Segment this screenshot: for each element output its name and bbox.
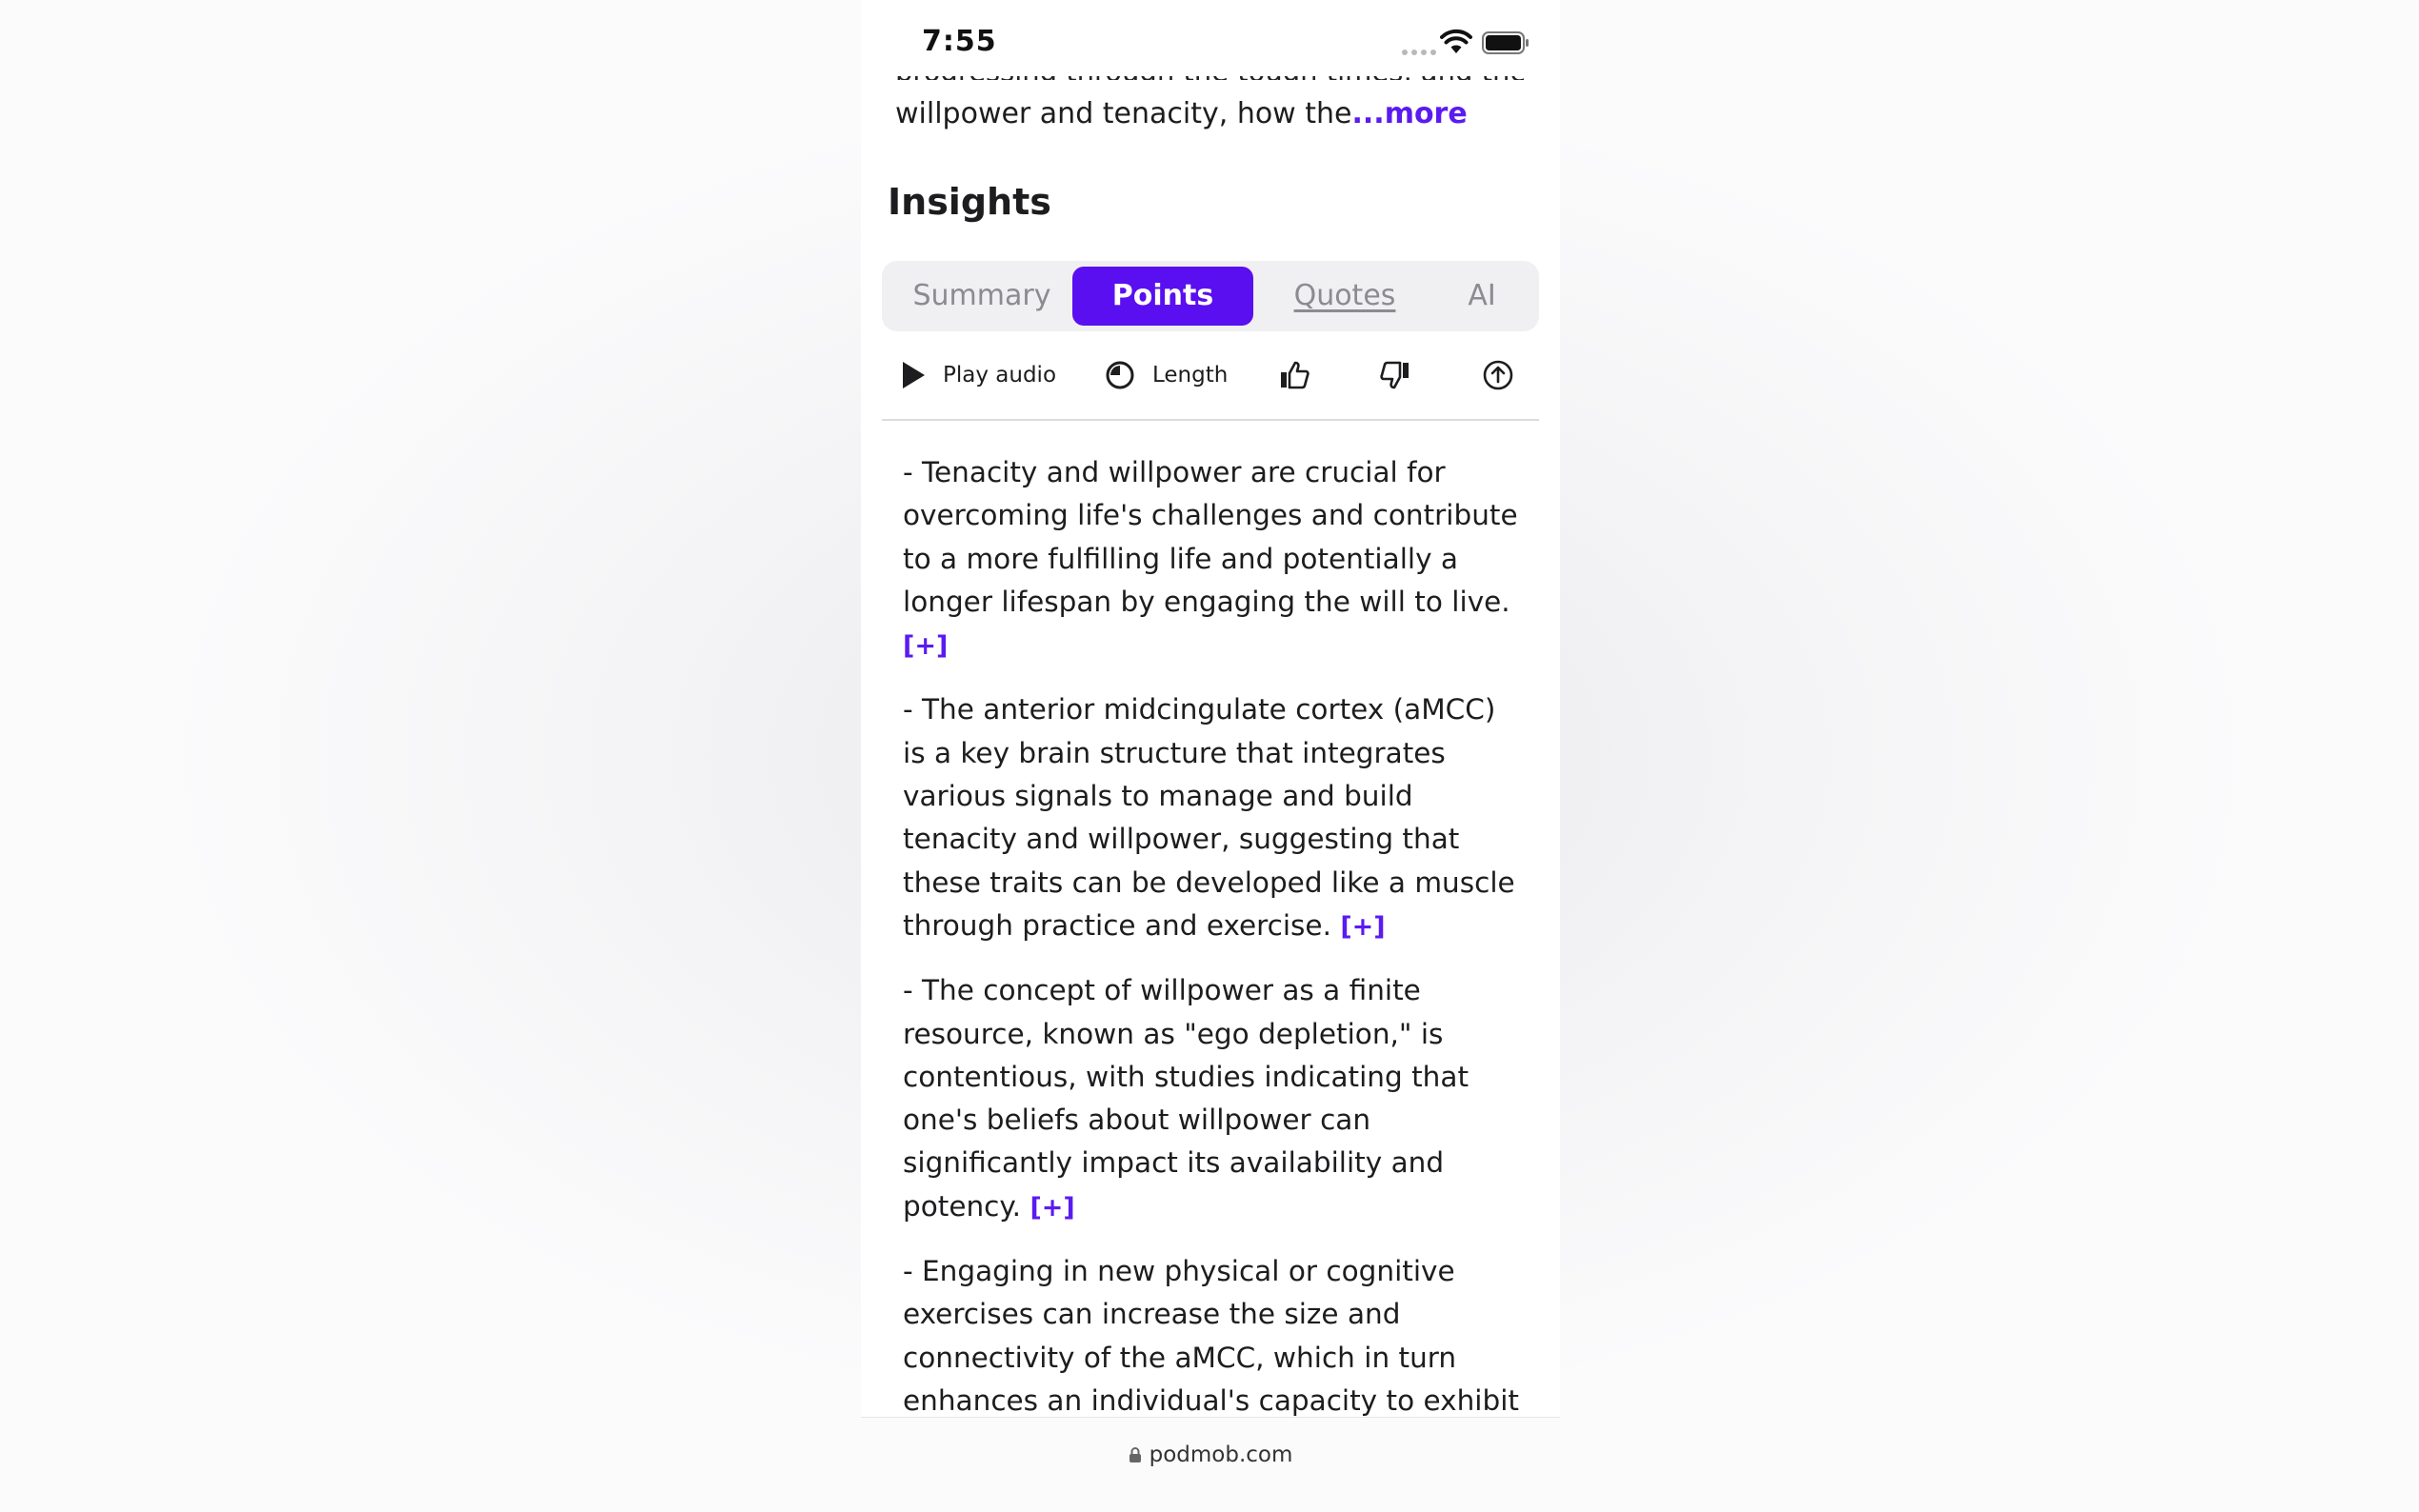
key-point — [903, 1250, 1522, 1417]
page-content[interactable] — [861, 0, 1560, 1417]
url-text: podmob.com — [1149, 1442, 1293, 1467]
status-time: 7:55 — [922, 25, 997, 58]
insights-toolbar — [882, 345, 1539, 421]
key-point-text: - The concept of willpower as a finite resource, known as "ego depletion," is contentious, with studies indicating that one's beliefs about willpower can significantly impact its availability and potency. — [903, 974, 1469, 1223]
insights-tabs — [882, 261, 1539, 331]
expand-point-link[interactable]: [+] — [903, 631, 949, 662]
description-text: willpower and tenacity, how the — [895, 97, 1352, 130]
share-button[interactable] — [1482, 345, 1514, 406]
tab-summary[interactable]: Summary — [912, 279, 1051, 312]
more-link[interactable]: ...more — [1351, 97, 1468, 130]
key-point-text: - Engaging in new physical or cognitive exercises can increase the size and connectivity of the aMCC, which in turn enhances an individual's capacity to exhibit — [903, 1255, 1519, 1417]
phone-screen — [861, 0, 1560, 1512]
thumbs-down-icon — [1379, 359, 1411, 391]
battery-icon — [1482, 31, 1529, 54]
share-icon — [1482, 359, 1514, 391]
insights-heading: Insights — [888, 181, 1051, 223]
length-icon — [1105, 360, 1135, 390]
play-icon — [901, 361, 926, 389]
cellular-signal-icon — [1402, 50, 1436, 55]
url-display[interactable] — [861, 1442, 1560, 1467]
tab-ai[interactable]: AI — [1468, 279, 1496, 312]
lock-icon — [1129, 1446, 1142, 1463]
length-label: Length — [1152, 363, 1229, 388]
key-point — [903, 451, 1522, 667]
key-point-text: - Tenacity and willpower are crucial for overcoming life's challenges and contribute to a more fulfilling life and potentially a longer lifespan by engaging the will to live. — [903, 456, 1518, 618]
tab-quotes[interactable]: Quotes — [1293, 279, 1396, 312]
expand-point-link[interactable]: [+] — [1340, 911, 1386, 942]
browser-address-bar[interactable] — [861, 1417, 1560, 1512]
dislike-button[interactable] — [1379, 345, 1411, 406]
thumbs-up-icon — [1278, 359, 1310, 391]
episode-description — [895, 97, 1468, 130]
tab-points[interactable]: Points — [1072, 267, 1253, 326]
key-point — [903, 969, 1522, 1229]
length-button[interactable] — [1105, 345, 1228, 406]
key-points-list — [903, 451, 1522, 1417]
like-button[interactable] — [1278, 345, 1310, 406]
expand-point-link[interactable]: [+] — [1030, 1192, 1075, 1223]
wifi-icon — [1440, 29, 1472, 55]
play-audio-button[interactable] — [901, 345, 1056, 406]
key-point — [903, 688, 1522, 948]
status-bar — [861, 0, 1560, 76]
play-audio-label: Play audio — [943, 363, 1057, 388]
key-point-text: - The anterior midcingulate cortex (aMCC) is a key brain structure that integrates various signals to manage and build tenacity and willpower, suggesting that these traits can be developed like a muscle through practice and exercise. — [903, 693, 1515, 942]
